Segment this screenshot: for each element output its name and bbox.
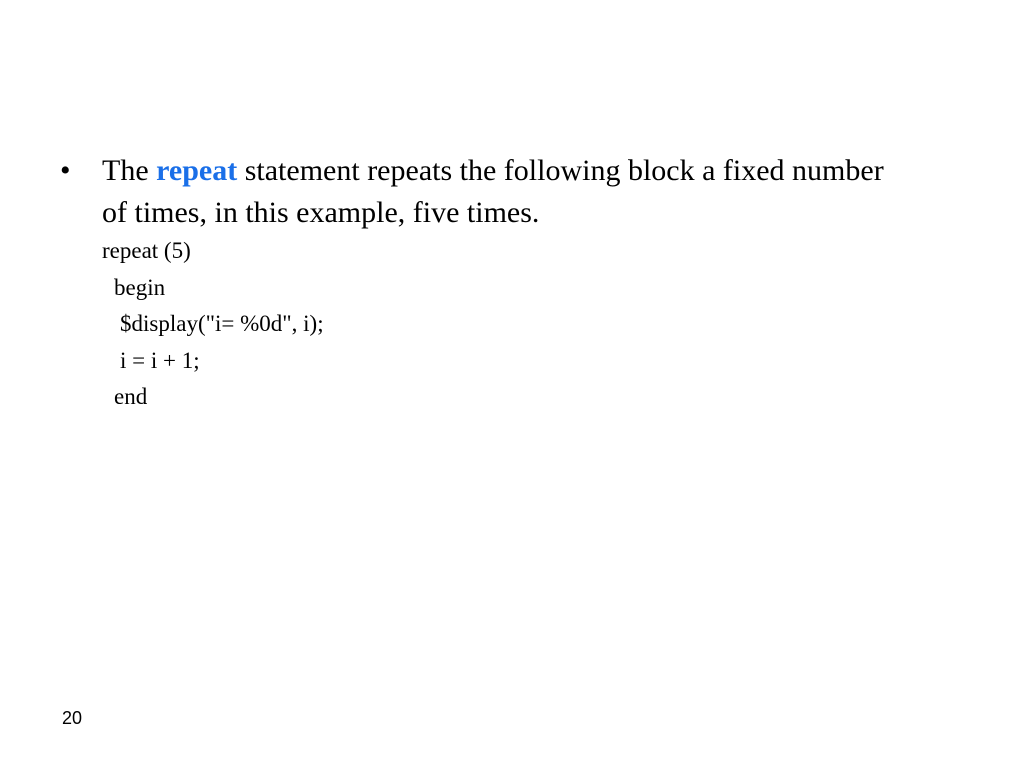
slide-number: 20 (62, 708, 83, 728)
bullet-text (102, 150, 902, 234)
keyword-repeat: repeat (156, 154, 238, 187)
code-line-begin: begin (114, 274, 166, 300)
code-line-increment: i = i + 1; (120, 347, 200, 373)
bullet-text-before: The (102, 154, 157, 187)
code-line-display: $display("i= %0d", i); (120, 311, 324, 336)
code-line-end: end (114, 384, 148, 409)
bullet-marker: • (60, 154, 71, 187)
code-line-repeat: repeat (5) (102, 238, 191, 263)
code-example (102, 233, 324, 416)
bullet-text-after: statement repeats the following block a fixed number of times, in this example, five times. (102, 154, 884, 229)
